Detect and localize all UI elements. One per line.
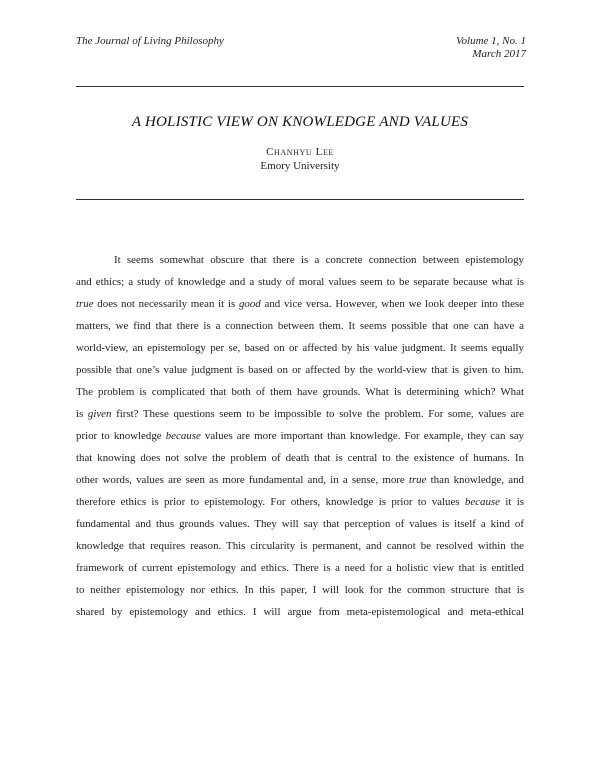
body-line: true does not necessarily mean it is good and vice versa. However, when we look deeper into these	[76, 298, 525, 310]
issue-info	[456, 35, 526, 61]
body-line: is given first? These questions seem to be impossible to solve the problem. For some, values are	[76, 408, 524, 420]
body-line: The problem is complicated that both of them have grounds. What is determining which? What	[76, 386, 524, 398]
body-line: It seems somewhat obscure that there is a concrete connection between epistemology	[114, 254, 524, 266]
volume-number: Volume 1, No. 1	[456, 35, 526, 47]
paper-title: A HOLISTIC VIEW ON KNOWLEDGE AND VALUES	[131, 114, 469, 130]
journal-name: The Journal of Living Philosophy	[76, 35, 224, 47]
body-line: world-view, an epistemology per se, based on or affected by his value judgment. It seems equally	[76, 342, 524, 354]
body-line: that knowing does not solve the problem of death that is central to the existence of humans. In	[76, 452, 524, 464]
body-line: framework of current epistemology and ethics. There is a need for a holistic view that is entitled	[76, 562, 524, 574]
body-line: knowledge that requires reason. This circularity is permanent, and cannot be resolved within the	[76, 540, 524, 552]
author-affiliation: Emory University	[260, 160, 340, 172]
title-divider	[76, 199, 524, 200]
body-line: matters, we find that there is a connection between them. It seems possible that one can have a	[76, 320, 524, 332]
issue-date: March 2017	[472, 48, 526, 60]
body-line: other words, values are seen as more fundamental and, in a sense, more true than knowledge, and	[76, 474, 525, 486]
author-name: Chanhyu Lee	[266, 146, 334, 158]
header-divider	[76, 86, 524, 87]
body-line: therefore ethics is prior to epistemology. For others, knowledge is prior to values because it is	[76, 496, 524, 508]
body-line: and ethics; a study of knowledge and a study of moral values seem to be separate because what is	[76, 276, 524, 288]
body-line: shared by epistemology and ethics. I will argue from meta-epistemological and meta-ethical	[76, 606, 524, 618]
body-paragraph	[76, 249, 524, 623]
body-line: to neither epistemology nor ethics. In this paper, I will look for the common structure that is	[76, 584, 524, 596]
body-line: prior to knowledge because values are more important than knowledge. For example, they can say	[76, 430, 524, 442]
body-line: fundamental and thus grounds values. They will say that perception of values is itself a kind of	[76, 518, 524, 530]
body-line: possible that one’s value judgment is based on or affected by the world-view that is given to him.	[76, 364, 524, 376]
